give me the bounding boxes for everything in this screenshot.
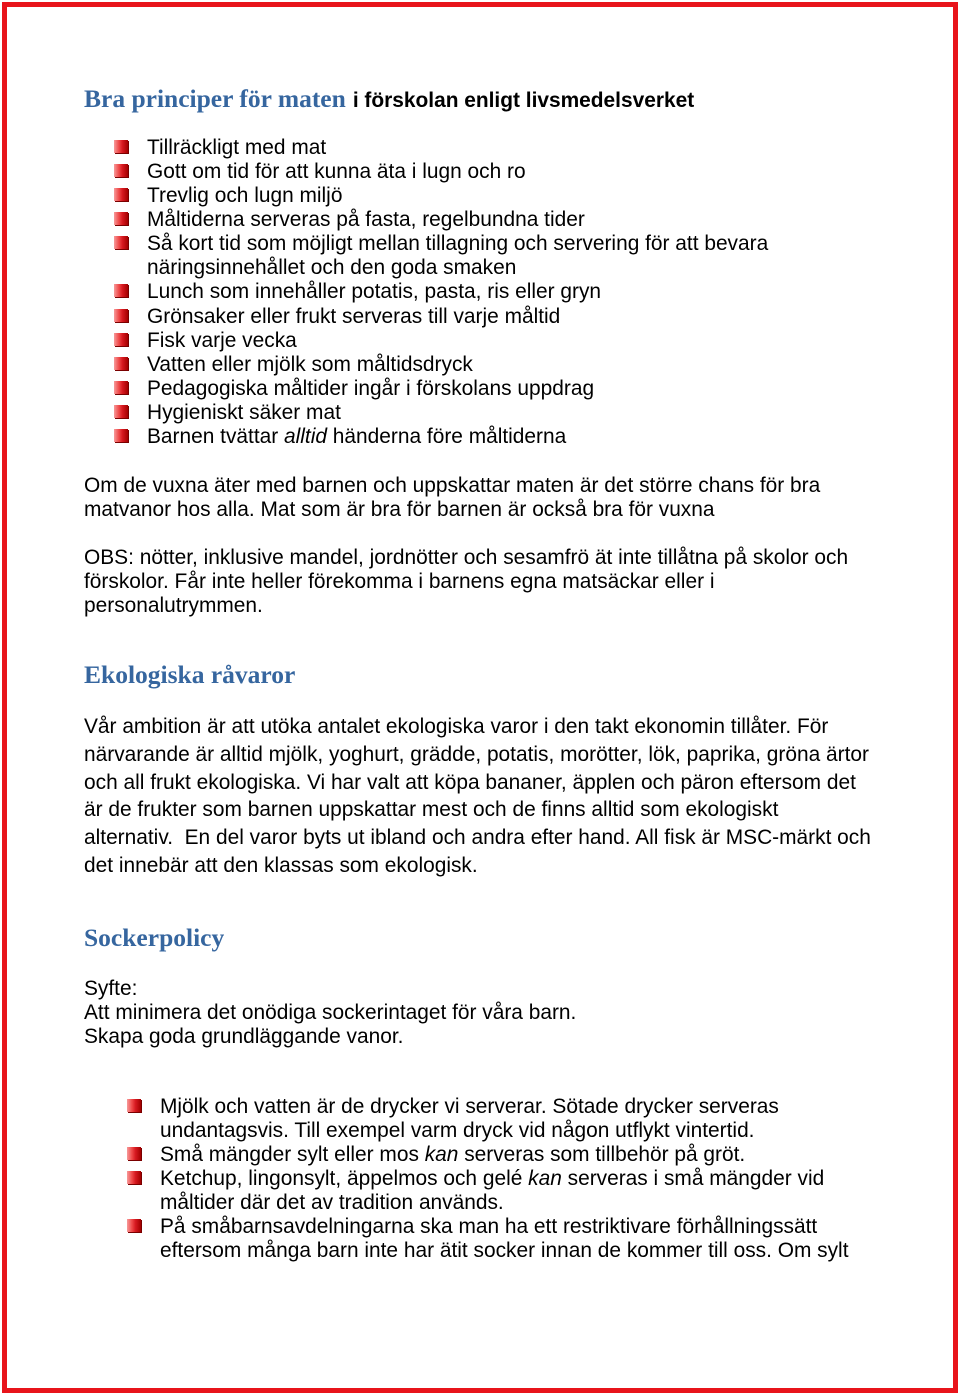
red-square-bullet-icon: [114, 284, 128, 297]
list-item: [0, 401, 768, 425]
list-item: [0, 1095, 849, 1143]
red-square-bullet-icon: [114, 236, 128, 249]
principles-subtitle: i förskolan enligt livsmedelsverket: [352, 89, 695, 112]
emphasized-text: kan: [528, 1167, 562, 1190]
sugar-policy-list: [0, 1095, 849, 1263]
text-segment: serveras i små mängder vid: [561, 1167, 825, 1190]
list-item-text: [160, 1143, 849, 1167]
paragraph-line: Vår ambition är att utöka antalet ekologiska varor i den takt ekonomin tillåter. För: [84, 715, 829, 738]
paragraph-line: Om de vuxna äter med barnen och uppskattar maten är det större chans för bra: [84, 474, 821, 497]
list-item-text: Gott om tid för att kunna äta i lugn och ro: [147, 160, 526, 184]
organic-paragraph: [84, 713, 871, 880]
list-item: [0, 208, 768, 232]
list-item-text: Måltiderna serveras på fasta, regelbundna tider: [147, 208, 585, 232]
text-segment: Ketchup, lingonsylt, äppelmos och gelé: [160, 1167, 529, 1190]
purpose-line: Att minimera det onödiga sockerintaget för våra barn.: [84, 1001, 577, 1024]
list-item-text: Grönsaker eller frukt serveras till varje måltid: [147, 304, 561, 328]
list-item-text: På småbarnsavdelningarna ska man ha ett restriktivare förhållningssätt: [160, 1215, 818, 1238]
paragraph-line: alternativ. En del varor byts ut ibland och andra efter hand. All fisk är MSC-märkt och: [84, 826, 871, 850]
emphasized-text: alltid: [284, 424, 327, 448]
red-square-bullet-icon: [114, 381, 128, 394]
sugar-purpose: [84, 977, 576, 1049]
list-item-text: näringsinnehållet och den goda smaken: [147, 256, 517, 280]
purpose-label: Syfte:: [84, 977, 138, 1000]
red-square-bullet-icon: [127, 1219, 141, 1232]
red-square-bullet-icon: [114, 405, 128, 418]
red-square-bullet-icon: [114, 140, 128, 153]
red-square-bullet-icon: [114, 309, 128, 322]
paragraph-line: personalutrymmen.: [84, 594, 263, 617]
red-square-bullet-icon: [127, 1099, 141, 1112]
principles-heading: [84, 84, 694, 116]
list-item-text: Lunch som innehåller potatis, pasta, ris eller gryn: [147, 280, 602, 304]
list-item: [0, 280, 768, 304]
list-item: [0, 1215, 849, 1263]
list-item-text: [147, 425, 768, 449]
text-segment: händerna före måltiderna: [327, 424, 567, 448]
list-item-text: [160, 1167, 849, 1191]
paragraph-line: är de frukter som barnen uppskattar mest och de finns alltid som ekologiskt: [84, 798, 779, 822]
adults-note-paragraph: [84, 474, 820, 522]
list-item: [0, 329, 768, 353]
principles-title: Bra principer för maten: [84, 84, 346, 113]
red-square-bullet-icon: [127, 1171, 141, 1184]
list-item-text: Mjölk och vatten är de drycker vi serverar. Sötade drycker serveras: [160, 1095, 779, 1118]
sugar-heading: [84, 923, 224, 955]
list-item: [0, 377, 768, 401]
allergy-note-paragraph: [84, 546, 848, 618]
red-square-bullet-icon: [127, 1147, 141, 1160]
list-item: [0, 160, 768, 184]
list-item-text: Hygieniskt säker mat: [147, 400, 341, 424]
red-square-bullet-icon: [114, 357, 128, 370]
list-item-text: Tillräckligt med mat: [147, 136, 327, 159]
paragraph-line: närvarande är alltid mjölk, yoghurt, grädde, potatis, morötter, lök, paprika, gröna ärtor: [84, 742, 869, 766]
list-item: [0, 425, 768, 449]
list-item: [0, 136, 768, 160]
text-segment: serveras som tillbehör på gröt.: [458, 1143, 746, 1166]
list-item-text: Pedagogiska måltider ingår i förskolans uppdrag: [147, 376, 595, 400]
text-segment: Små mängder sylt eller mos: [160, 1143, 425, 1166]
list-item: [0, 1167, 849, 1215]
list-item: [0, 1143, 849, 1167]
paragraph-line: matvanor hos alla. Mat som är bra för barnen är också bra för vuxna: [84, 498, 715, 521]
list-item: [0, 232, 768, 280]
list-item-text: Fisk varje vecka: [147, 328, 297, 352]
paragraph-line: förskolor. Får inte heller förekomma i barnens egna matsäckar eller i: [84, 570, 715, 593]
red-square-bullet-icon: [114, 188, 128, 201]
organic-heading: [84, 660, 295, 692]
list-item: [0, 353, 768, 377]
red-square-bullet-icon: [114, 164, 128, 177]
list-item-text: Trevlig och lugn miljö: [147, 184, 343, 208]
principles-list: [0, 136, 768, 449]
list-item-text: eftersom många barn inte har ätit socker innan de kommer till oss. Om sylt: [160, 1239, 849, 1262]
red-square-bullet-icon: [114, 212, 128, 225]
list-item-text: måltider där det av tradition används.: [160, 1191, 504, 1214]
purpose-line: Skapa goda grundläggande vanor.: [84, 1025, 404, 1048]
text-segment: Barnen tvättar: [147, 424, 285, 448]
list-item-text: Vatten eller mjölk som måltidsdryck: [147, 352, 473, 376]
list-item: [0, 305, 768, 329]
red-square-bullet-icon: [114, 333, 128, 346]
emphasized-text: kan: [424, 1143, 459, 1166]
list-item-text: undantagsvis. Till exempel varm dryck vid någon utflykt vintertid.: [160, 1119, 755, 1142]
list-item-text: Så kort tid som möjligt mellan tillagning och servering för att bevara: [147, 232, 769, 256]
sugar-title: Sockerpolicy: [84, 923, 225, 952]
paragraph-line: OBS: nötter, inklusive mandel, jordnötter och sesamfrö ät inte tillåtna på skolor och: [84, 546, 849, 569]
paragraph-line: och all frukt ekologiska. Vi har valt att köpa bananer, äpplen och päron eftersom det: [84, 770, 856, 794]
list-item: [0, 184, 768, 208]
red-square-bullet-icon: [114, 429, 128, 442]
organic-title: Ekologiska råvaror: [84, 660, 296, 689]
paragraph-line: det innebär att den klassas som ekologisk.: [84, 853, 478, 877]
